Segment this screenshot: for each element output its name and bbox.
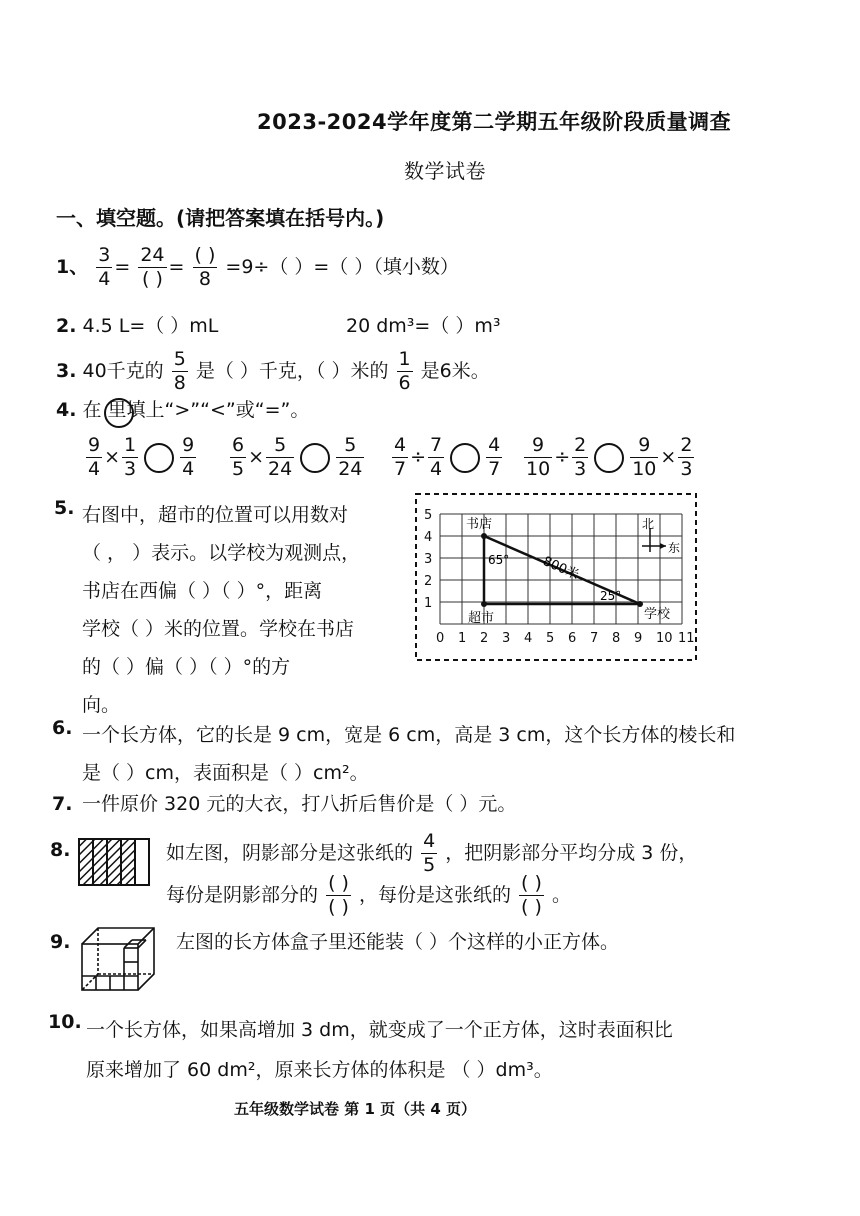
q1-fraction-3: $\frac{( )}{8}$ [194,244,216,290]
x-tick-label: 4 [524,631,533,646]
compare-circle-2[interactable] [300,443,330,473]
y-tick-label: 5 [424,508,433,523]
compare-circle-4[interactable] [594,443,624,473]
q2-part-1: 4.5 L=（ ）mL [82,315,219,337]
question-9: 左图的长方体盒子里还能装（ ）个这样的小正方体。 [176,931,620,953]
x-tick-label: 0 [436,631,445,646]
q10-line-2: 原来增加了 60 dm²，原来长方体的体积是 （ ）dm³。 [86,1059,553,1081]
y-tick-labels [424,508,432,611]
q1-fraction-1: $\frac{3}{4}$ [98,244,111,290]
question-10 [86,1010,673,1090]
y-tick-label: 1 [424,596,433,611]
page-footer: 五年级数学试卷 第 1 页（共 4 页） [234,1100,476,1118]
supermarket-label: 超市 [468,611,495,626]
q8-blank-fraction-1[interactable]: $\frac{( )}{( )}$ [328,872,349,918]
q6-line-1: 一个长方体，它的长是 9 cm，宽是 6 cm，高是 3 cm，这个长方体的棱长和 [82,724,736,746]
q9-number: 9. [50,931,71,953]
x-tick-label: 3 [502,631,511,646]
section-heading: 一、填空题。(请把答案填在括号内。) [56,206,385,230]
q5-text [82,496,360,724]
x-tick-label: 6 [568,631,577,646]
q4-number: 4. [56,399,77,421]
bookstore-label: 书店 [466,517,493,532]
question-8-line-2 [166,874,571,917]
q5-line-2: （ ， ）表示。以学校为观测点， [82,542,361,564]
q2-part-2: 20 dm³=（ ）m³ [346,315,501,337]
x-tick-label: 10 [656,631,673,646]
x-tick-labels [436,631,695,646]
q4-item-3: $\frac{4}{7}$ ÷ $\frac{7}{4}$ $\frac{4}{7}$ [394,434,501,480]
q4-item-1: $\frac{9}{4}$ × $\frac{1}{3}$ $\frac{9}{4}$ [88,434,195,480]
question-2 [56,314,218,338]
q5-line-5: 的（ ）偏（ ）（ ）°的方 [82,656,291,678]
angle-65-label: 65° [488,553,510,567]
q3-text-a: 40千克的 [82,360,164,382]
q5-line-3: 书店在西偏（ ）（ ）°，距离 [82,580,323,602]
q3-text-b: 是（ ）千克，（ ）米的 [195,360,389,382]
q8-text-c: 每份是阴影部分的 [166,884,319,906]
compare-circle-1[interactable] [144,443,174,473]
bookstore-point [481,533,487,539]
x-tick-label: 7 [590,631,599,646]
q8-blank-fraction-2[interactable]: $\frac{( )}{( )}$ [521,872,542,918]
y-tick-label: 4 [424,530,433,545]
y-tick-label: 2 [424,574,433,589]
q5-line-1: 右图中，超市的位置可以用数对 [82,504,349,526]
q8-text-d: ，每份是这张纸的 [358,884,511,906]
q1-rest: =9÷（ ）=（ ）（填小数） [225,256,459,278]
q5-number: 5. [54,497,75,519]
question-1: 1、 $\frac{3}{4}$ = $\frac{24}{( )}$ = $\frac{( )}{8}$ =9÷（ ）=（ ）（填小数） [56,244,459,290]
q8-shaded-paper-figure [78,838,150,886]
q8-text-b: ，把阴影部分平均分成 3 份， [445,842,698,864]
q5-coordinate-figure [414,492,698,662]
q6-line-2: 是（ ）cm，表面积是（ ）cm²。 [82,762,369,784]
q6-number: 6. [52,717,73,739]
q3-text-c: 是6米。 [420,360,490,382]
angle-25-label: 25° [600,589,622,603]
x-tick-label: 1 [458,631,467,646]
x-tick-label: 11 [678,631,695,646]
q1-number: 1、 [56,256,89,278]
exam-title: 2023-2024学年度第二学期五年级阶段质量调查 [257,110,732,134]
y-tick-label: 3 [424,552,433,567]
q10-number: 10. [48,1011,82,1033]
question-8-line-1 [166,832,697,875]
q5-line-4: 学校（ ）米的位置。学校在书店 [82,618,355,640]
q9-box-with-cubes-figure [78,924,158,994]
east-arrowhead-icon [660,543,666,549]
supermarket-point [481,601,487,607]
q3-fraction-2: $\frac{1}{6}$ [398,348,411,394]
question-7: 一件原价 320 元的大衣，打八折后售价是（ ）元。 [82,793,517,815]
q2-number: 2. [56,315,77,337]
unshaded-part [135,839,149,885]
compare-circle-3[interactable] [450,443,480,473]
distance-label: 800米 [540,553,582,584]
q7-number: 7. [52,793,73,815]
x-tick-label: 5 [546,631,555,646]
east-label: 东 [668,541,681,555]
x-tick-label: 9 [634,631,643,646]
q5-line-6: 向。 [82,694,121,716]
q8-fraction: $\frac{4}{5}$ [423,830,436,876]
x-tick-label: 8 [612,631,621,646]
q1-fraction-2: $\frac{24}{( )}$ [140,244,165,290]
q8-text-e: 。 [551,884,571,906]
q3-fraction-1: $\frac{5}{8}$ [173,348,186,394]
north-label: 北 [642,517,655,531]
q4-item-4: $\frac{9}{10}$ ÷ $\frac{2}{3}$ $\frac{9}{10}$ × $\frac{2}{3}$ [526,434,693,480]
question-4 [56,398,309,422]
q8-text-a: 如左图，阴影部分是这张纸的 [166,842,414,864]
question-6 [82,716,735,792]
q10-line-1: 一个长方体，如果高增加 3 dm，就变成了一个正方体，这时表面积比 [86,1019,673,1041]
q3-number: 3. [56,360,77,382]
q4-item-2: $\frac{6}{5}$ × $\frac{5}{24}$ $\frac{5}{24}$ [232,434,363,480]
q4-circle-legend [104,398,134,428]
school-point [637,601,643,607]
q4-instruction: 在 里填上“>”“<”或“=”。 [82,399,310,421]
school-label: 学校 [644,607,671,622]
x-tick-label: 2 [480,631,489,646]
question-3 [56,350,490,393]
q8-number: 8. [50,839,71,861]
exam-subtitle: 数学试卷 [404,159,486,183]
